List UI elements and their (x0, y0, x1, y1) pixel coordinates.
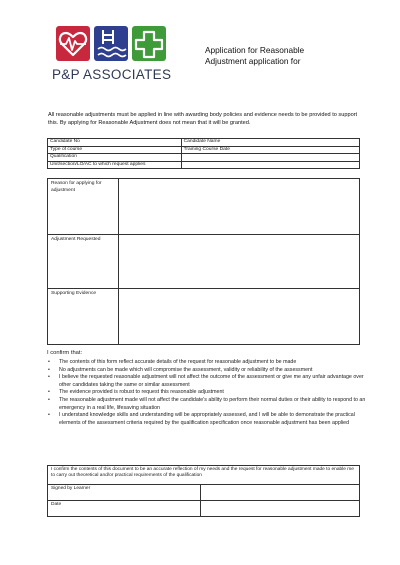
table-row (48, 289, 360, 345)
form-title-line-1: Application for Reasonable (205, 45, 305, 55)
signature-field[interactable] (200, 485, 359, 501)
confirmation-statement: I confirm the contents of this document to be an accurate reflection of my needs and the request for reasonable adjustment made to enable me to carry out theoretical and/or practical requirements of the qualification (48, 466, 360, 485)
supporting-evidence-field[interactable] (119, 289, 360, 345)
date-label: Date (48, 501, 201, 517)
table-row (48, 139, 360, 147)
heart-pulse-icon (56, 26, 90, 61)
intro-paragraph: All reasonable adjustments must be applied in line with awarding body policies and evidence needs to be provided to support this. By applying for Reasonable Adjustment does not mean that it will be granted. (48, 112, 358, 127)
company-logo (52, 24, 170, 86)
training-course-date-field[interactable] (181, 146, 359, 154)
qualification-field[interactable] (181, 154, 359, 162)
table-row (48, 161, 360, 169)
cross-icon (132, 26, 166, 61)
form-title-line-2: Adjustment application for (205, 56, 301, 66)
bullet-icon: • (48, 366, 50, 373)
reason-label: Reason for applying for adjustment (48, 179, 119, 235)
list-item (47, 389, 367, 397)
table-row (48, 501, 360, 517)
bullet-icon: • (48, 359, 50, 365)
list-item (47, 397, 367, 412)
bullet-icon: • (48, 374, 50, 381)
type-of-course-label: Type of course (48, 146, 182, 154)
candidate-name-label: Candidate Name (183, 139, 221, 145)
table-row (48, 154, 360, 162)
candidate-info-table (47, 138, 360, 169)
signature-table (47, 465, 360, 517)
list-item (47, 412, 367, 427)
bullet-icon: • (48, 412, 50, 419)
table-row (48, 146, 360, 154)
confirm-list (47, 359, 367, 427)
unit-field[interactable] (181, 161, 359, 169)
form-title (205, 45, 385, 67)
list-item (47, 367, 367, 375)
bullet-icon: • (48, 396, 50, 403)
confirm-item-text: The contents of this form reflect accurate details of the request for reasonable adjustment to be made (59, 359, 297, 365)
bullet-icon: • (48, 389, 50, 396)
confirm-item-text: No adjustments can be made which will compromise the assessment, validity or reliability of the assessment (59, 366, 313, 373)
list-item (47, 374, 367, 389)
table-row (48, 179, 360, 235)
candidate-no-label: Candidate No (48, 139, 182, 147)
swimmer-icon (94, 26, 128, 61)
training-course-date-label: Training Course Date (183, 146, 230, 152)
adjustment-details-table (47, 178, 360, 345)
table-row (48, 466, 360, 485)
supporting-evidence-label: Supporting Evidence (48, 289, 119, 345)
table-row (48, 485, 360, 501)
signed-by-label: Signed by Learner (48, 485, 201, 501)
confirm-item-text: The evidence provided is robust to request this reasonable adjustment (59, 389, 224, 396)
adjustment-requested-label: Adjustment Requested (48, 235, 119, 289)
confirm-item-text: I believe the requested reasonable adjustment will not affect the outcome of the assessment or give me any unfair advantage over other candidates taking the same or similar assessment (59, 374, 364, 388)
date-field[interactable] (200, 501, 359, 517)
company-name: P&P ASSOCIATES (52, 67, 172, 82)
reason-field[interactable] (119, 179, 360, 235)
list-item (47, 359, 367, 367)
logo-tiles (56, 26, 166, 62)
confirm-heading: I confirm that: (47, 350, 83, 356)
qualification-label: Qualification (48, 154, 182, 162)
candidate-name-field[interactable] (181, 139, 359, 147)
confirm-item-text: The reasonable adjustment made will not affect the candidate’s ability to perform their normal duties or their ability to respond to an emergency in a real life, lifesaving situation (59, 396, 366, 411)
unit-label: Unit/section/LO/AC to which request applies (48, 161, 182, 169)
table-row (48, 235, 360, 289)
confirm-item-text: I understand knowledge skills and understanding will be appropriately assessed, and I will be able to demonstrate the practical elements of the assessment criteria required by the qualification specification once reasonable adjustment has been applied (59, 412, 355, 426)
adjustment-requested-field[interactable] (119, 235, 360, 289)
